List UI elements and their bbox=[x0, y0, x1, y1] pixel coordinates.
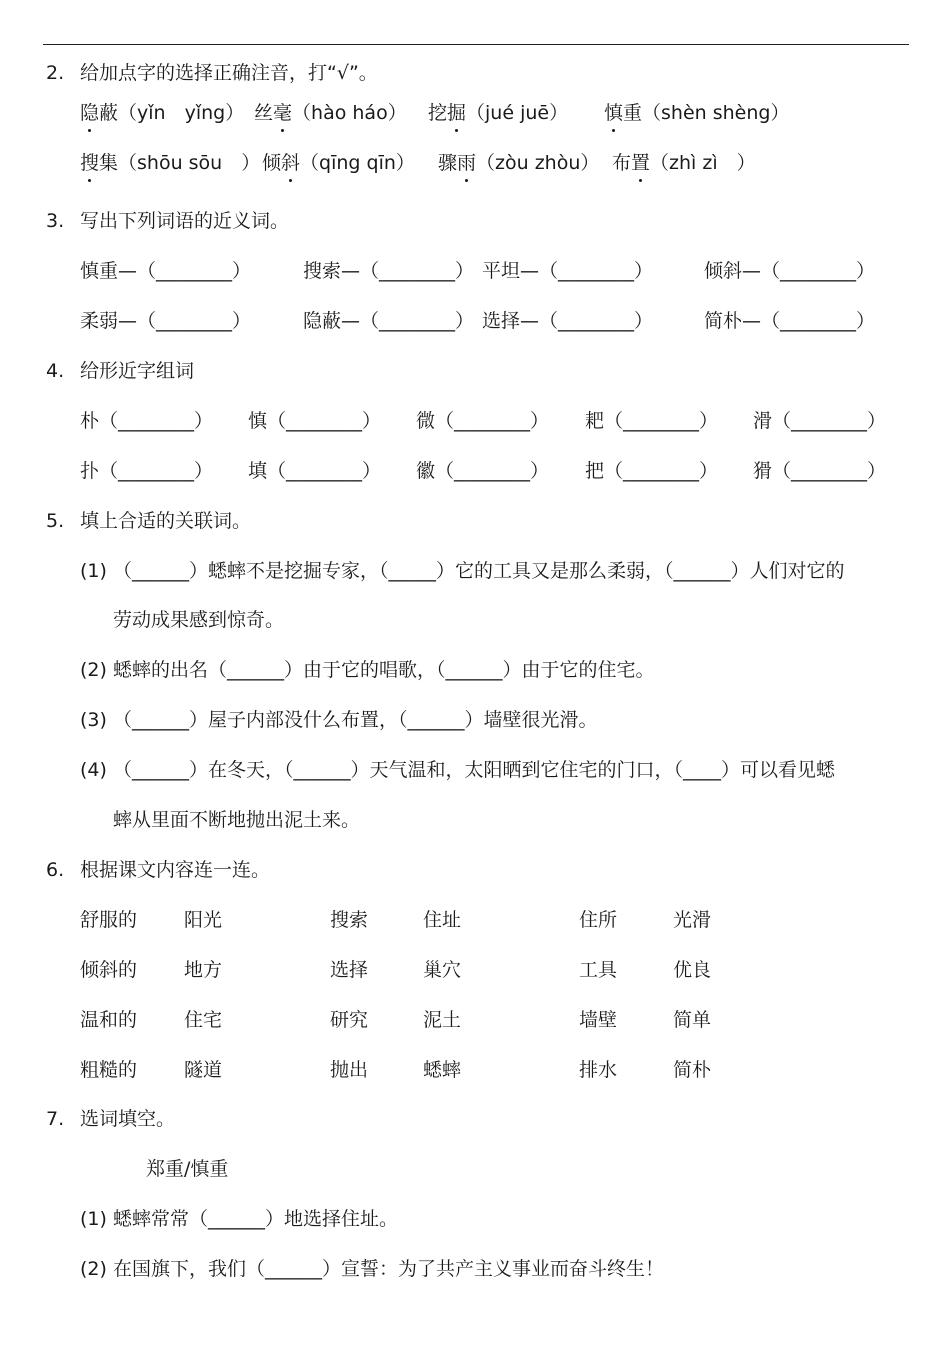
q3-item: 选择—（________） bbox=[482, 310, 654, 332]
q4-item: 猾（________） bbox=[753, 460, 887, 482]
top-rule bbox=[43, 44, 909, 45]
q5-number: 5. bbox=[46, 510, 65, 532]
q7-number: 7. bbox=[46, 1108, 65, 1130]
q4-item: 把（________） bbox=[585, 460, 719, 482]
q2-item: 倾斜（qīng qīn） bbox=[262, 152, 415, 174]
q4-item: 微（________） bbox=[416, 410, 550, 432]
q4-item: 慎（________） bbox=[248, 410, 382, 432]
q5-instruction: 填上合适的关联词。 bbox=[80, 510, 252, 532]
q5-line: (2) 蟋蟀的出名（______）由于它的唱歌，（______）由于它的住宅。 bbox=[80, 659, 655, 681]
q3-number: 3. bbox=[46, 210, 65, 232]
q3-item: 搜索—（________） bbox=[303, 260, 475, 282]
q3-item: 简朴—（________） bbox=[704, 310, 876, 332]
match-word: 隧道 bbox=[184, 1059, 223, 1081]
q2-number: 2. bbox=[46, 62, 65, 84]
q4-item: 耙（________） bbox=[585, 410, 719, 432]
q5-line: (4) （______）在冬天，（______）天气温和，太阳晒到它住宅的门口，（____）可以看见蟋 bbox=[80, 759, 835, 781]
match-word: 研究 bbox=[330, 1009, 369, 1031]
q6-number: 6. bbox=[46, 859, 65, 881]
q4-item: 扑（________） bbox=[80, 460, 214, 482]
match-word: 倾斜的 bbox=[80, 959, 138, 981]
q7-instruction: 选词填空。 bbox=[80, 1108, 176, 1130]
match-word: 温和的 bbox=[80, 1009, 138, 1031]
q7-line: (1) 蟋蟀常常（______）地选择住址。 bbox=[80, 1208, 398, 1230]
q3-item: 隐蔽—（________） bbox=[303, 310, 475, 332]
match-word: 简单 bbox=[673, 1009, 712, 1031]
q7-word-choices: 郑重/慎重 bbox=[146, 1158, 229, 1180]
match-word: 选择 bbox=[330, 959, 369, 981]
match-word: 蟋蟀 bbox=[423, 1059, 462, 1081]
match-word: 住宅 bbox=[184, 1009, 223, 1031]
match-word: 抛出 bbox=[330, 1059, 369, 1081]
q2-item: 丝毫（hào háo） bbox=[254, 102, 407, 124]
match-word: 阳光 bbox=[184, 909, 223, 931]
match-word: 优良 bbox=[673, 959, 712, 981]
q2-item: 骤雨（zòu zhòu） bbox=[438, 152, 600, 174]
match-word: 住所 bbox=[579, 909, 618, 931]
match-word: 泥土 bbox=[423, 1009, 462, 1031]
q3-item: 柔弱—（________） bbox=[80, 310, 252, 332]
match-word: 排水 bbox=[579, 1059, 618, 1081]
q2-item: 搜集（shōu sōu ） bbox=[80, 152, 261, 174]
match-word: 工具 bbox=[579, 959, 618, 981]
match-word: 住址 bbox=[423, 909, 462, 931]
q2-item: 布置（zhì zì ） bbox=[612, 152, 756, 174]
q5-line: (1) （______）蟋蟀不是挖掘专家，（_____）它的工具又是那么柔弱，（______）人们对它的 bbox=[80, 560, 845, 582]
q4-number: 4. bbox=[46, 360, 65, 382]
q4-item: 朴（________） bbox=[80, 410, 214, 432]
match-word: 简朴 bbox=[673, 1059, 712, 1081]
match-word: 地方 bbox=[184, 959, 223, 981]
dotted-char: 慎 bbox=[604, 102, 624, 124]
dotted-char: 搜 bbox=[80, 152, 100, 174]
q2-instruction: 给加点字的选择正确注音，打“√”。 bbox=[80, 62, 378, 84]
q5-line: 劳动成果感到惊奇。 bbox=[113, 609, 285, 631]
q4-item: 徽（________） bbox=[416, 460, 550, 482]
q4-item: 填（________） bbox=[248, 460, 382, 482]
dotted-char: 掘 bbox=[447, 102, 467, 124]
q4-item: 滑（________） bbox=[753, 410, 887, 432]
q7-line: (2) 在国旗下，我们（______）宣誓：为了共产主义事业而奋斗终生！ bbox=[80, 1258, 664, 1280]
dotted-char: 置 bbox=[631, 152, 651, 174]
q5-line: 蟀从里面不断地抛出泥土来。 bbox=[113, 809, 361, 831]
q3-item: 慎重—（________） bbox=[80, 260, 252, 282]
q2-item: 隐蔽（yǐn yǐng） bbox=[80, 102, 245, 124]
q3-instruction: 写出下列词语的近义词。 bbox=[80, 210, 290, 232]
q5-line: (3) （______）屋子内部没什么布置，（______）墙壁很光滑。 bbox=[80, 709, 598, 731]
q6-instruction: 根据课文内容连一连。 bbox=[80, 859, 271, 881]
q2-item: 慎重（shèn shèng） bbox=[604, 102, 790, 124]
match-word: 舒服的 bbox=[80, 909, 138, 931]
q3-item: 倾斜—（________） bbox=[704, 260, 876, 282]
dotted-char: 雨 bbox=[457, 152, 477, 174]
match-word: 墙壁 bbox=[579, 1009, 618, 1031]
q4-instruction: 给形近字组词 bbox=[80, 360, 195, 382]
dotted-char: 隐 bbox=[80, 102, 100, 124]
dotted-char: 斜 bbox=[281, 152, 301, 174]
q2-item: 挖掘（jué juē） bbox=[428, 102, 569, 124]
match-word: 巢穴 bbox=[423, 959, 462, 981]
q3-item: 平坦—（________） bbox=[482, 260, 654, 282]
match-word: 光滑 bbox=[673, 909, 712, 931]
dotted-char: 毫 bbox=[273, 102, 293, 124]
match-word: 粗糙的 bbox=[80, 1059, 138, 1081]
match-word: 搜索 bbox=[330, 909, 369, 931]
